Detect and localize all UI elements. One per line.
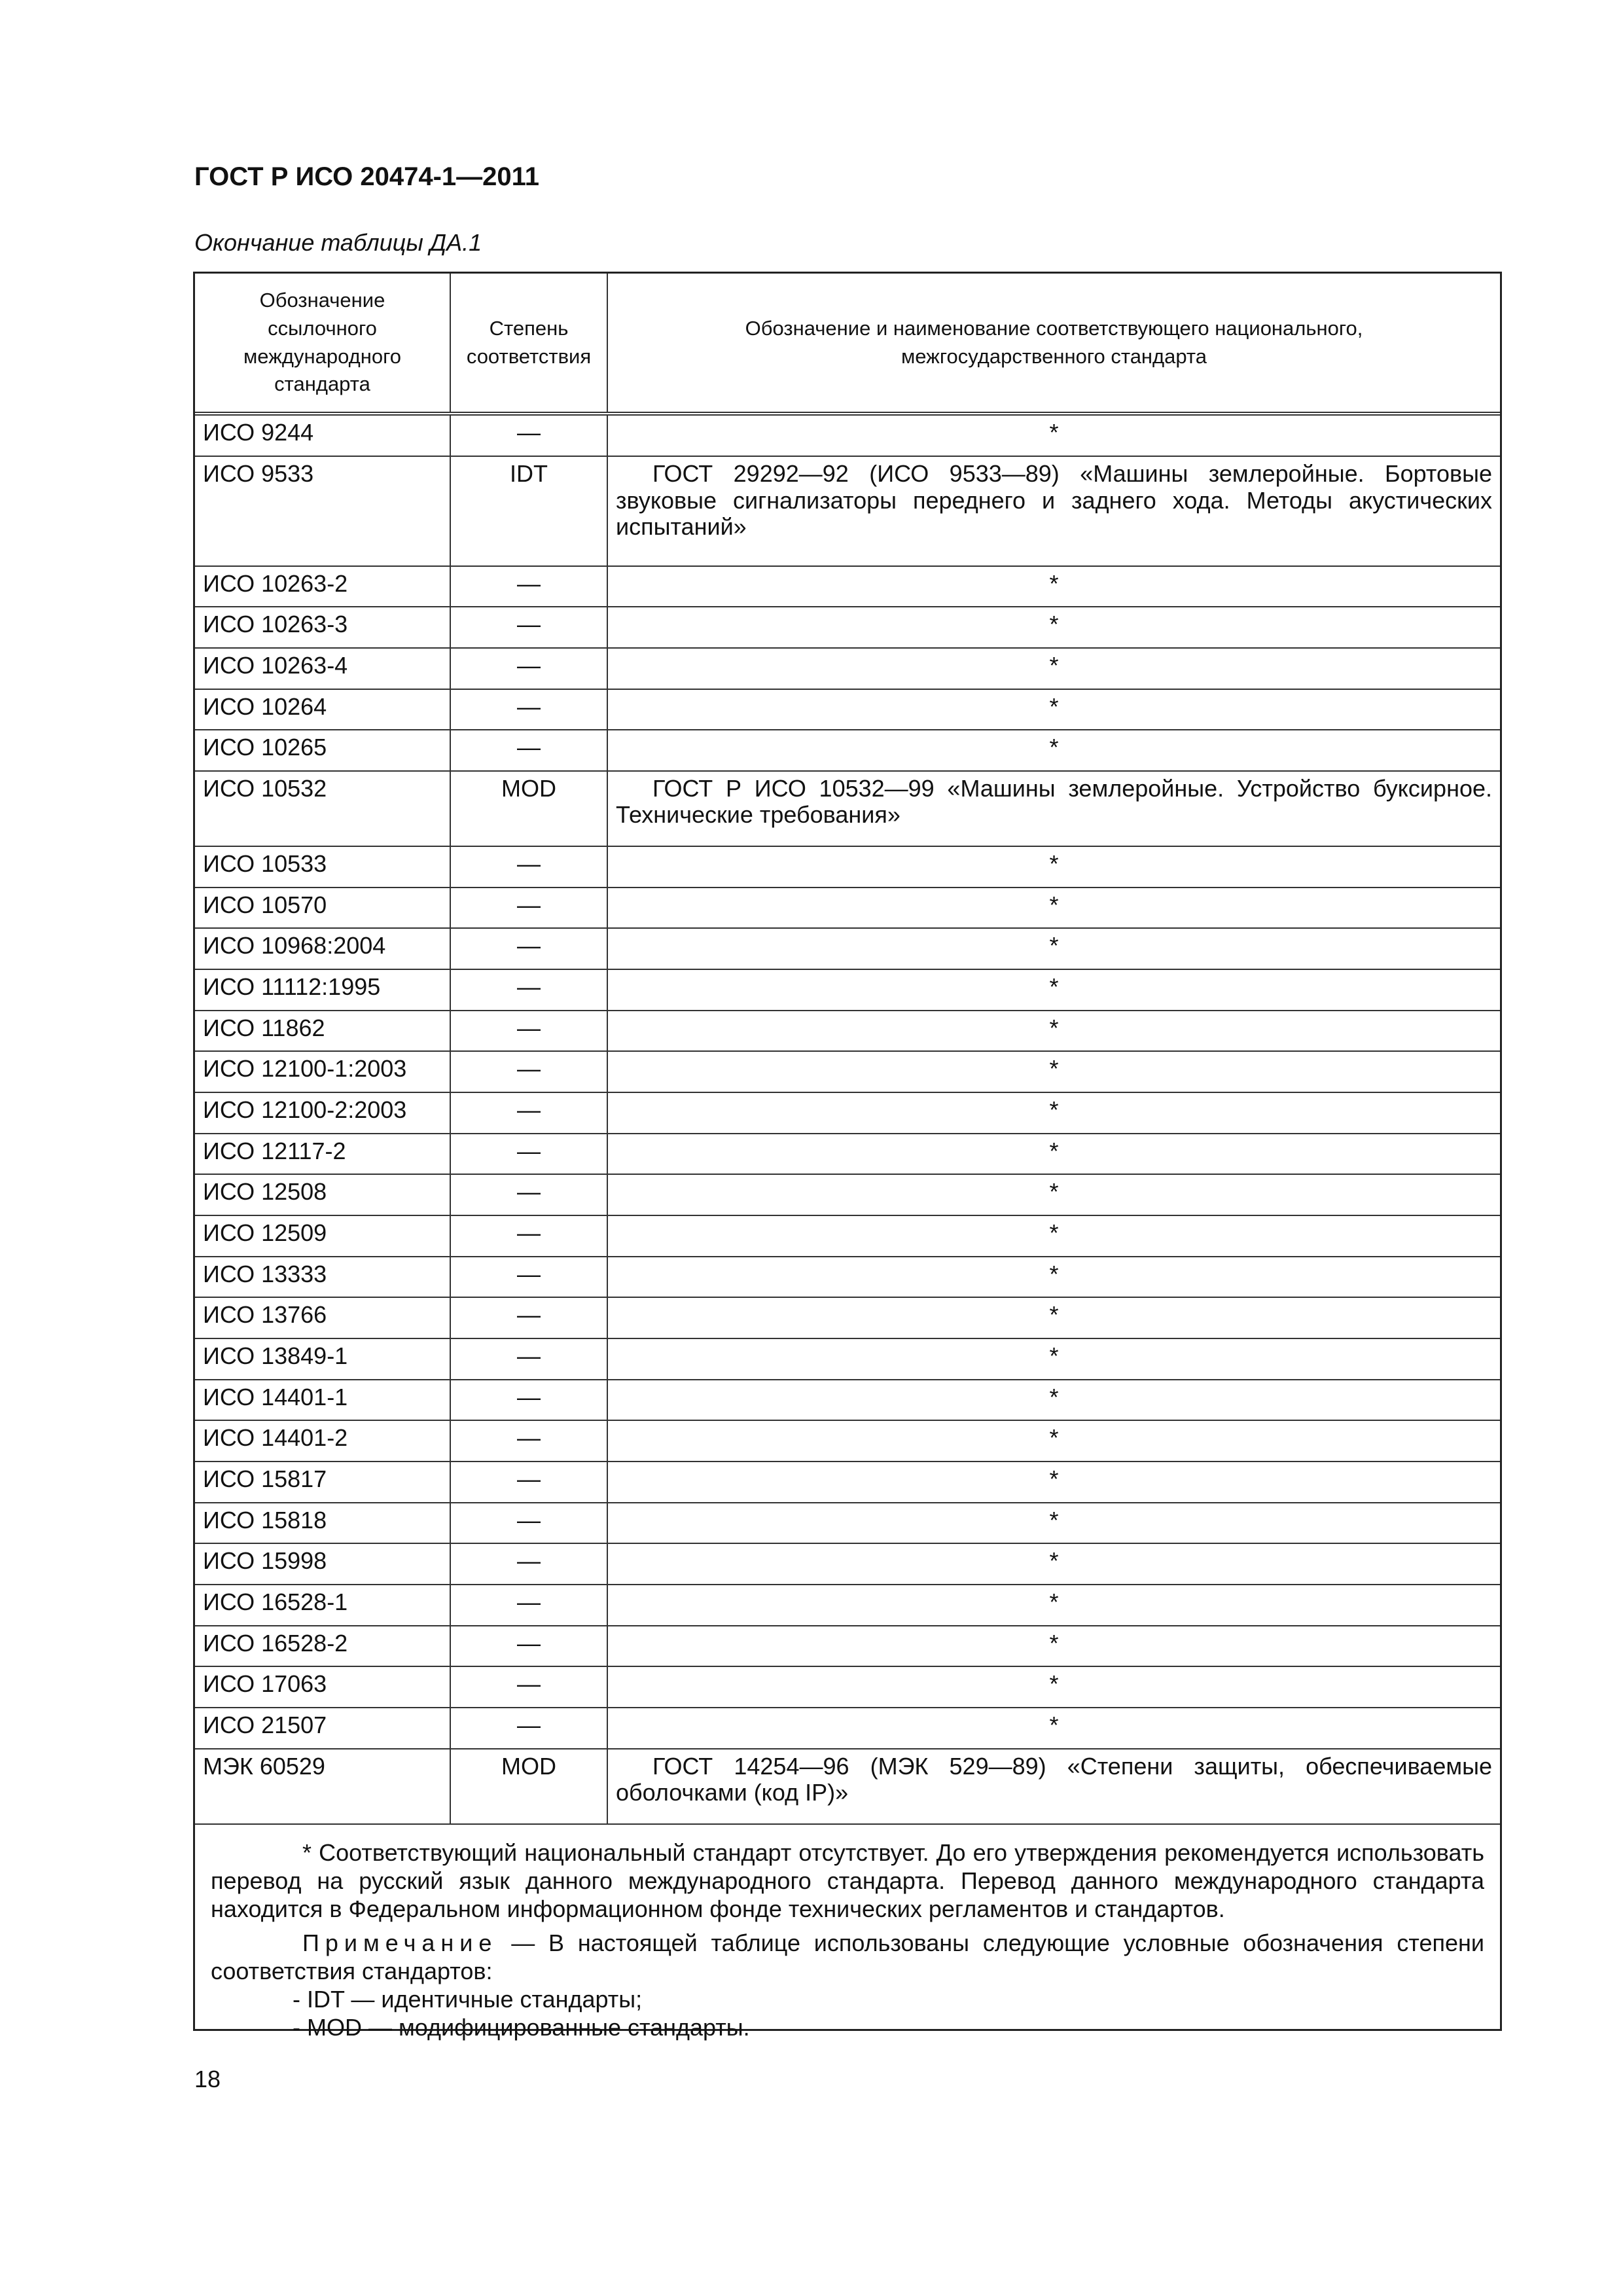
cell-standard-code: ИСО 10570	[195, 888, 450, 929]
table-row	[195, 456, 1500, 565]
table-row	[195, 969, 1500, 1011]
cell-national-standard: *	[607, 1092, 1500, 1134]
cell-degree: —	[450, 1257, 607, 1298]
cell-degree: —	[450, 1011, 607, 1052]
cell-national-standard: *	[607, 730, 1500, 771]
cell-standard-code: МЭК 60529	[195, 1749, 450, 1824]
table-row	[195, 1134, 1500, 1175]
table-row	[195, 771, 1500, 846]
cell-standard-code: ИСО 17063	[195, 1666, 450, 1708]
header-degree: Степень соответствия	[450, 274, 607, 414]
cell-degree: —	[450, 1420, 607, 1462]
table-row	[195, 928, 1500, 969]
cell-degree: —	[450, 1215, 607, 1257]
cell-degree: —	[450, 1174, 607, 1215]
cell-degree: MOD	[450, 1749, 607, 1824]
cell-national-standard: *	[607, 969, 1500, 1011]
cell-national-standard: *	[607, 1503, 1500, 1544]
cell-national-standard: *	[607, 1543, 1500, 1585]
header-national-standard: Обозначение и наименование соответствующего национального, межгосударственного стандарта	[607, 274, 1500, 414]
cell-degree: —	[450, 1503, 607, 1544]
cell-degree: —	[450, 1051, 607, 1092]
cell-standard-code: ИСО 16528-1	[195, 1585, 450, 1626]
table-row	[195, 1708, 1500, 1749]
cell-national-standard: *	[607, 566, 1500, 607]
cell-national-standard: *	[607, 846, 1500, 888]
table-row	[195, 1092, 1500, 1134]
table-row	[195, 1257, 1500, 1298]
cell-standard-code: ИСО 10533	[195, 846, 450, 888]
cell-degree: —	[450, 928, 607, 969]
document-header: ГОСТ Р ИСО 20474-1—2011	[194, 162, 539, 191]
cell-degree: —	[450, 1543, 607, 1585]
cell-degree: —	[450, 1666, 607, 1708]
page-number: 18	[194, 2066, 221, 2092]
cell-degree: —	[450, 414, 607, 456]
table-row	[195, 1051, 1500, 1092]
cell-standard-code: ИСО 11112:1995	[195, 969, 450, 1011]
table-row	[195, 1297, 1500, 1338]
cell-degree: —	[450, 1338, 607, 1380]
cell-degree: —	[450, 1462, 607, 1503]
table-row	[195, 607, 1500, 648]
table-row	[195, 1749, 1500, 1824]
cell-standard-code: ИСО 12509	[195, 1215, 450, 1257]
legend-item-idt: - IDT — идентичные стандарты;	[293, 1986, 643, 2013]
table-row	[195, 730, 1500, 771]
cell-degree: —	[450, 888, 607, 929]
cell-degree: —	[450, 1708, 607, 1749]
note-text: — В настоящей таблице использованы следующие условные обозначения степени соответствия стандартов:	[211, 1929, 1484, 1985]
cell-degree: —	[450, 1626, 607, 1667]
cell-standard-code: ИСО 10263-4	[195, 648, 450, 689]
standards-table-frame	[193, 272, 1502, 2041]
cell-degree: —	[450, 1585, 607, 1626]
cell-national-standard: *	[607, 1011, 1500, 1052]
cell-degree: —	[450, 846, 607, 888]
cell-standard-code: ИСО 10532	[195, 771, 450, 846]
cell-national-standard: ГОСТ Р ИСО 10532—99 «Машины землеройные. Устройство буксирное. Технические требования»	[607, 771, 1500, 846]
table-row	[195, 1215, 1500, 1257]
table-row	[195, 1420, 1500, 1462]
cell-standard-code: ИСО 15818	[195, 1503, 450, 1544]
cell-national-standard: *	[607, 888, 1500, 929]
legend-item-mod: - MOD — модифицированные стандарты.	[293, 2013, 750, 2041]
cell-national-standard: ГОСТ 29292—92 (ИСО 9533—89) «Машины землеройные. Бортовые звуковые сигнализаторы переднего и заднего хода. Методы акустических испытаний»	[607, 456, 1500, 565]
cell-standard-code: ИСО 10265	[195, 730, 450, 771]
cell-standard-code: ИСО 15817	[195, 1462, 450, 1503]
cell-standard-code: ИСО 11862	[195, 1011, 450, 1052]
table-row	[195, 1174, 1500, 1215]
cell-national-standard: *	[607, 1174, 1500, 1215]
cell-degree: —	[450, 566, 607, 607]
cell-national-standard: *	[607, 648, 1500, 689]
table-row	[195, 1011, 1500, 1052]
cell-standard-code: ИСО 10264	[195, 689, 450, 730]
note-paragraph	[211, 1929, 1484, 1986]
cell-degree: —	[450, 730, 607, 771]
cell-national-standard: *	[607, 1626, 1500, 1667]
standards-table	[195, 274, 1500, 1825]
cell-degree: MOD	[450, 771, 607, 846]
table-row	[195, 1462, 1500, 1503]
cell-standard-code: ИСО 16528-2	[195, 1626, 450, 1667]
footnote-text: * Соответствующий национальный стандарт отсутствует. До его утверждения рекомендуется использовать перевод на русский язык данного международного стандарта. Перевод данного международного стандарта находится в Федеральном информационном фонде технических регламентов и стандартов.	[211, 1839, 1484, 1922]
cell-standard-code: ИСО 14401-1	[195, 1380, 450, 1421]
cell-standard-code: ИСО 9533	[195, 456, 450, 565]
cell-national-standard: *	[607, 414, 1500, 456]
cell-degree: —	[450, 689, 607, 730]
table-row	[195, 1626, 1500, 1667]
cell-standard-code: ИСО 15998	[195, 1543, 450, 1585]
table-row	[195, 689, 1500, 730]
note-label: Примечание	[302, 1929, 498, 1957]
cell-degree: IDT	[450, 456, 607, 565]
cell-degree: —	[450, 1134, 607, 1175]
cell-national-standard: *	[607, 1051, 1500, 1092]
degree-legend	[211, 1986, 1484, 2042]
cell-national-standard: *	[607, 1708, 1500, 1749]
cell-national-standard: *	[607, 1215, 1500, 1257]
table-row	[195, 1666, 1500, 1708]
cell-standard-code: ИСО 10968:2004	[195, 928, 450, 969]
table-row	[195, 648, 1500, 689]
table-header-row	[195, 274, 1500, 414]
table-row	[195, 1543, 1500, 1585]
cell-national-standard: *	[607, 1297, 1500, 1338]
cell-standard-code: ИСО 13333	[195, 1257, 450, 1298]
header-international-standard: Обозначение ссылочного международного стандарта	[195, 274, 450, 414]
cell-national-standard: *	[607, 1666, 1500, 1708]
table-body	[195, 414, 1500, 1824]
cell-standard-code: ИСО 10263-3	[195, 607, 450, 648]
cell-standard-code: ИСО 13766	[195, 1297, 450, 1338]
cell-national-standard: *	[607, 1134, 1500, 1175]
cell-standard-code: ИСО 12508	[195, 1174, 450, 1215]
cell-degree: —	[450, 1380, 607, 1421]
table-caption: Окончание таблицы ДА.1	[194, 229, 482, 256]
table-row	[195, 846, 1500, 888]
cell-standard-code: ИСО 10263-2	[195, 566, 450, 607]
cell-national-standard: *	[607, 1585, 1500, 1626]
cell-national-standard: *	[607, 1380, 1500, 1421]
cell-degree: —	[450, 969, 607, 1011]
cell-standard-code: ИСО 14401-2	[195, 1420, 450, 1462]
table-footnote	[195, 1825, 1500, 2042]
table-row	[195, 1338, 1500, 1380]
table-row	[195, 1585, 1500, 1626]
cell-standard-code: ИСО 13849-1	[195, 1338, 450, 1380]
cell-national-standard: *	[607, 607, 1500, 648]
cell-degree: —	[450, 648, 607, 689]
cell-degree: —	[450, 1297, 607, 1338]
cell-national-standard: ГОСТ 14254—96 (МЭК 529—89) «Степени защиты, обеспечиваемые оболочками (код IP)»	[607, 1749, 1500, 1824]
cell-national-standard: *	[607, 1420, 1500, 1462]
table-row	[195, 888, 1500, 929]
cell-degree: —	[450, 1092, 607, 1134]
cell-national-standard: *	[607, 689, 1500, 730]
table-row	[195, 1503, 1500, 1544]
table-row	[195, 414, 1500, 456]
cell-degree: —	[450, 607, 607, 648]
table-row	[195, 1380, 1500, 1421]
cell-national-standard: *	[607, 1257, 1500, 1298]
cell-national-standard: *	[607, 1338, 1500, 1380]
cell-standard-code: ИСО 12117-2	[195, 1134, 450, 1175]
cell-national-standard: *	[607, 928, 1500, 969]
cell-national-standard: *	[607, 1462, 1500, 1503]
cell-standard-code: ИСО 12100-2:2003	[195, 1092, 450, 1134]
cell-standard-code: ИСО 12100-1:2003	[195, 1051, 450, 1092]
cell-standard-code: ИСО 21507	[195, 1708, 450, 1749]
cell-standard-code: ИСО 9244	[195, 414, 450, 456]
table-row	[195, 566, 1500, 607]
